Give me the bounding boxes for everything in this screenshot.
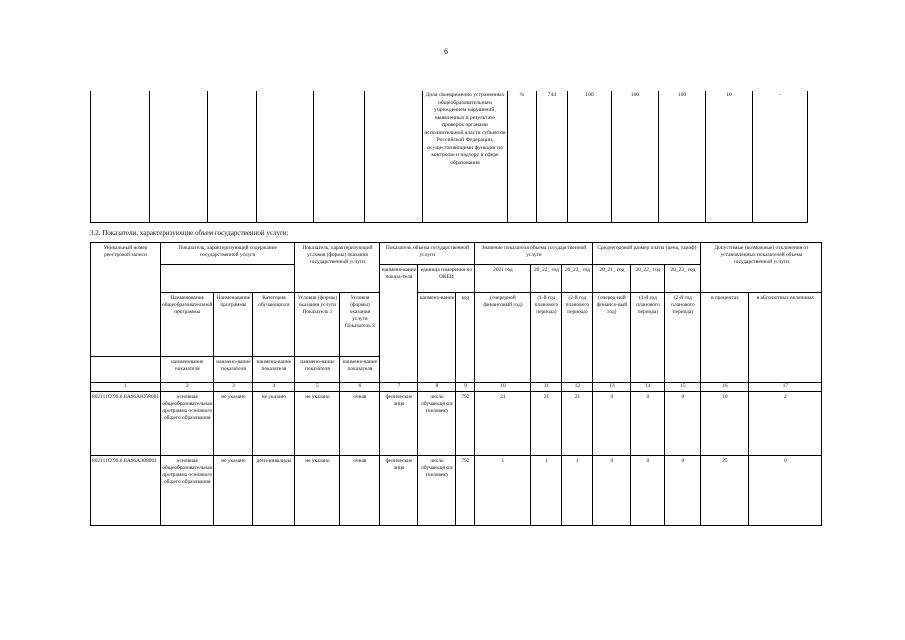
price-2021-cell: 0	[593, 392, 631, 456]
price-2022-cell: 0	[631, 392, 665, 456]
header-price-year-2022: 20_22_ год	[631, 265, 665, 293]
header-category: Категория обучающихся	[253, 293, 295, 357]
header-fy-current: (очередной финансовый год)	[475, 293, 531, 383]
header-fy-second: (2-й год планового периода)	[562, 293, 593, 383]
table-row	[91, 456, 822, 526]
table-row	[91, 91, 808, 222]
header-py-second: (2-й год планового периода)	[665, 293, 701, 383]
code-cell: 792	[456, 456, 475, 526]
header-condition-2: Условия (формы) оказания услуги Показатель 2	[340, 293, 380, 357]
header-deviation-absolute: в абсолютных величинах	[749, 293, 822, 383]
category-cell: дети-инвалиды	[253, 456, 295, 526]
price-2023-cell: 0	[665, 392, 701, 456]
volume-indicators-table	[90, 242, 822, 526]
column-number-row: 1 2 3 4 5 6 7 8 9 10 11 12 13 14 15 16 17	[91, 383, 822, 392]
record-id-cell: 802111О.99.0.БА96АЭ08001	[91, 456, 161, 526]
header-indicator-name: наимено-вание показа-теля	[380, 265, 418, 383]
subheader-name: наименование показателя	[161, 357, 214, 383]
header-unit-code: код	[456, 293, 475, 383]
value-2022-cell: 1	[531, 456, 562, 526]
program-cell: основная общеобразовательная программа основного общего образования	[161, 456, 214, 526]
header-year-2022: 20_22_ год	[531, 265, 562, 293]
deviation-absolute-cell: -	[753, 91, 808, 222]
header-deviation-percent: в процентах	[701, 293, 749, 383]
header-values-group: Значение показателя объема государственной услуги	[475, 243, 593, 265]
deviation-absolute-cell: 2	[749, 392, 822, 456]
section-title: 3.2. Показатели, характеризующие объем государственной услуги:	[90, 229, 289, 237]
header-unit-name: наимено-вание	[418, 293, 456, 383]
header-row	[91, 243, 822, 265]
header-py-current: (очеред-ной финансо-вый год)	[593, 293, 631, 383]
value-2023-cell: 100	[659, 91, 706, 222]
header-deviation-group: Допустимые (возможные) отклонения от установленных показателей объема государственной услуги	[701, 243, 822, 293]
indicator-continuation-table	[90, 91, 808, 223]
form-cell: очная	[340, 456, 380, 526]
indicator-cell: физические лица	[380, 392, 418, 456]
header-unit-okei: единица измерения по ОКЕИ	[418, 265, 475, 293]
header-unique-number: Уникальный номер реестровой записи	[91, 243, 161, 357]
header-fy-first: (1-й год планового периода)	[531, 293, 562, 383]
deviation-percent-cell: 25	[701, 456, 749, 526]
record-id-cell: 802111О.99.0.БА96АЮ58001	[91, 392, 161, 456]
subheader-name: наимено-вание показателя	[295, 357, 340, 383]
value-2021-cell: 1	[475, 456, 531, 526]
subheader-name: наимено-вание показателя	[214, 357, 253, 383]
header-program: Наименование программы	[214, 293, 253, 357]
header-row	[91, 293, 822, 357]
price-2023-cell: 0	[665, 456, 701, 526]
header-content-group: Показатель, характеризующий содержание государственной услуги	[161, 243, 295, 265]
condition-cell: не указано	[295, 456, 340, 526]
condition-cell: не указано	[295, 392, 340, 456]
header-volume-group: Показатель объема государственной услуги	[380, 243, 475, 265]
category-cell: не указано	[253, 392, 295, 456]
value-2022-cell: 100	[612, 91, 659, 222]
value-2021-cell: 100	[568, 91, 612, 222]
value-2023-cell: 21	[562, 392, 593, 456]
indicator-cell: физические лица	[380, 456, 418, 526]
header-price-year-2021: 20_21_ год	[593, 265, 631, 293]
header-program-name: Наименование общеобразовательной программы	[161, 293, 214, 357]
subheader-name: наимено-вание показателя	[340, 357, 380, 383]
value-2022-cell: 21	[531, 392, 562, 456]
value-2021-cell: 21	[475, 392, 531, 456]
deviation-percent-cell: 10	[701, 392, 749, 456]
deviation-percent-cell: 10	[706, 91, 753, 222]
header-year-2023: 20_23_ год	[562, 265, 593, 293]
header-conditions-group: Показатель, характеризующий условия (формы) оказания государственной услуги	[295, 243, 380, 293]
header-py-first: (1-й год планового периода)	[631, 293, 665, 383]
program-name-cell: не указано	[214, 456, 253, 526]
program-cell: основная общеобразовательная программа основного общего образования	[161, 392, 214, 456]
unit-cell: число обучающихся (человек)	[418, 456, 456, 526]
deviation-absolute-cell: 0	[749, 456, 822, 526]
header-year-2021: 2021 год	[475, 265, 531, 293]
header-condition-1: Условия (формы) оказания услуги Показатель 1	[295, 293, 340, 357]
value-2023-cell: 1	[562, 456, 593, 526]
unit-cell: число обучающихся (человек)	[418, 392, 456, 456]
unit-cell: %	[508, 91, 537, 222]
code-cell: 792	[456, 392, 475, 456]
table-row	[91, 392, 822, 456]
price-2022-cell: 0	[631, 456, 665, 526]
price-2021-cell: 0	[593, 456, 631, 526]
form-cell: очная	[340, 392, 380, 456]
program-name-cell: не указано	[214, 392, 253, 456]
header-price-year-2023: 20_23_ год	[665, 265, 701, 293]
page-number: 6	[444, 47, 448, 56]
code-cell: 744	[537, 91, 568, 222]
header-price-group: Среднегодовой размер платы (цена, тариф)	[593, 243, 701, 265]
subheader-name: наимено-вание показателя	[253, 357, 295, 383]
indicator-name-cell: Доля своевременно устраненных общеобразовательным учреждением нарушений, выявленных в результате проверок органами исполнительной власти субъектов Российской Федерации, осуществляющими функции по контролю и надзору в сфере образования	[423, 91, 508, 222]
